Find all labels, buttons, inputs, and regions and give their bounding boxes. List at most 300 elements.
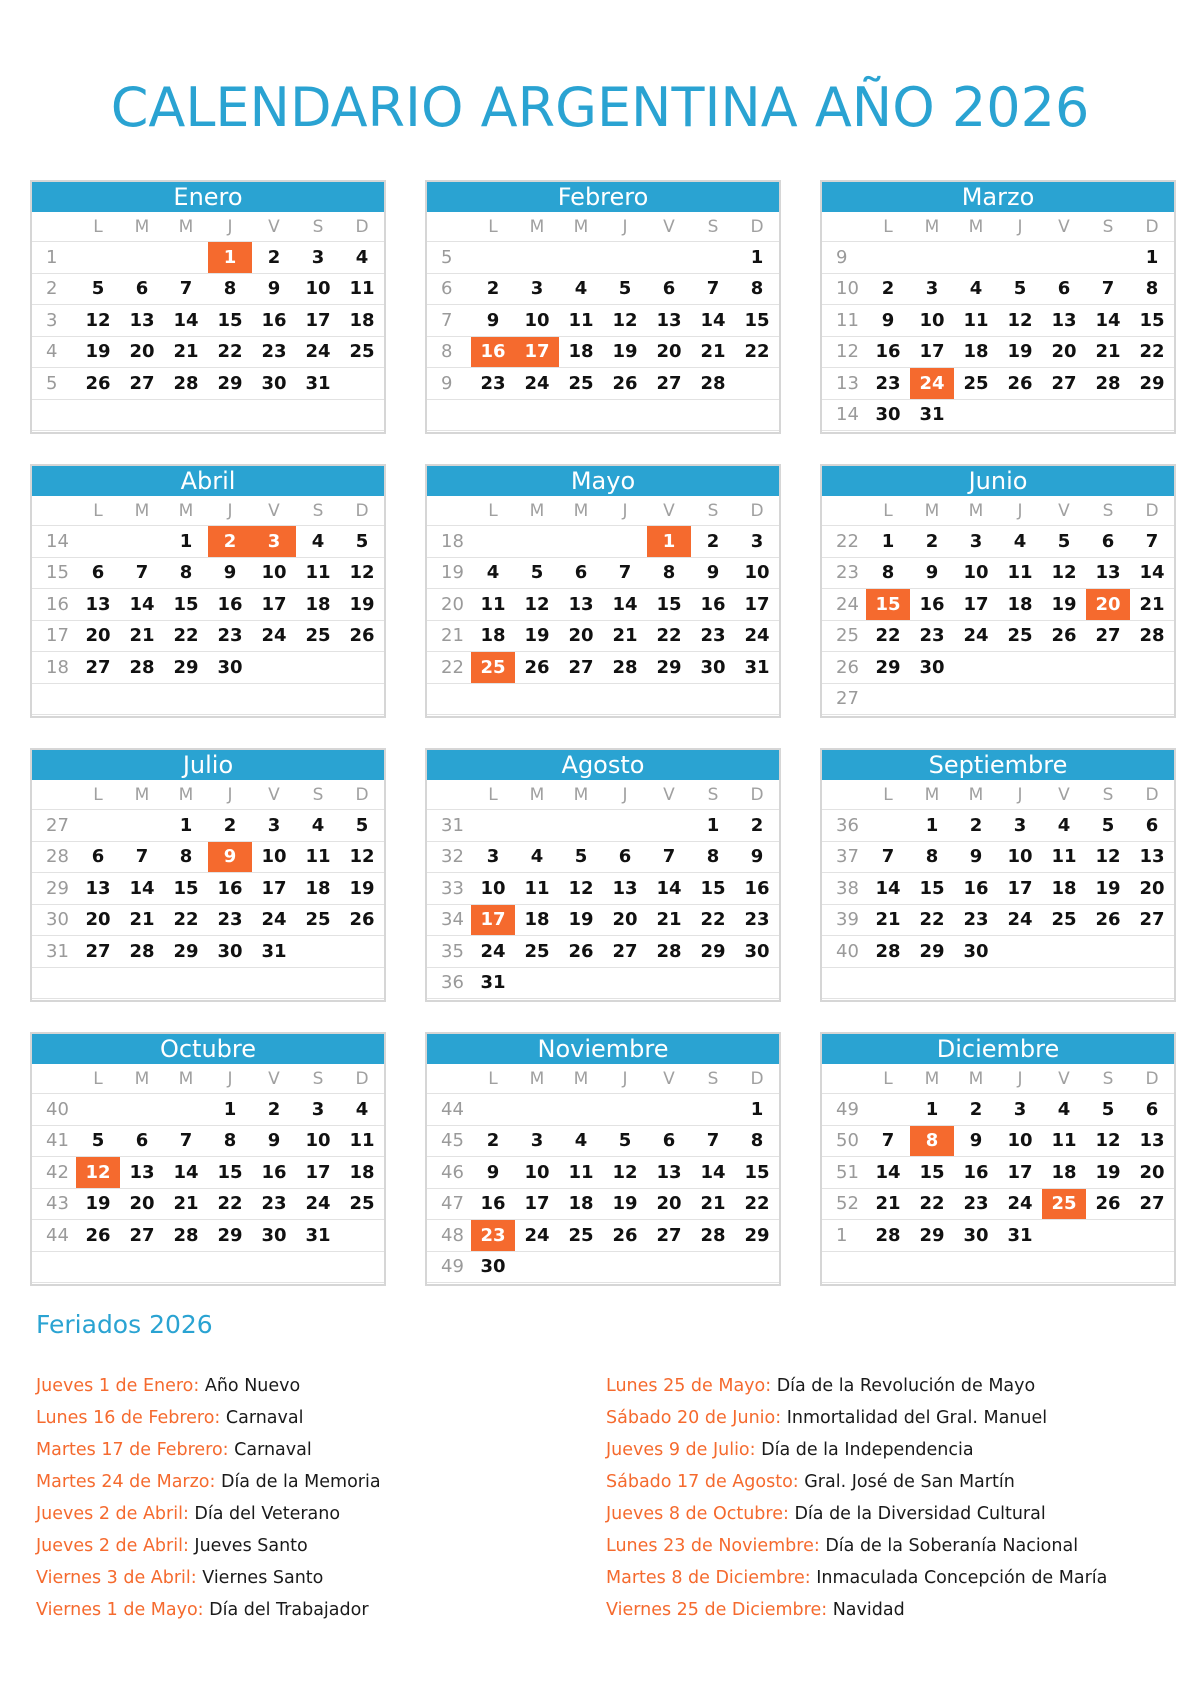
day-cell: 19 <box>85 341 111 363</box>
weekday-label: J <box>227 1068 233 1089</box>
week-number: 42 <box>46 1161 69 1183</box>
day-cell <box>252 1252 296 1283</box>
day-cell <box>340 368 384 399</box>
day-cell: 28 <box>700 1224 726 1246</box>
day-cell: 4 <box>311 530 325 552</box>
day-cell: 22 <box>173 909 199 931</box>
month-diciembre <box>820 1032 1176 1286</box>
day-cell: 20 <box>568 625 594 647</box>
day-cell: 14 <box>173 309 199 331</box>
day-cell: 25 <box>568 1224 594 1246</box>
day-cell: 26 <box>349 909 375 931</box>
day-cell: 21 <box>1139 593 1165 615</box>
day-cell: 1 <box>179 530 193 552</box>
day-cell: 8 <box>925 846 939 868</box>
day-cell: 21 <box>173 341 199 363</box>
week-number-header <box>32 1064 76 1093</box>
day-cell: 17 <box>963 593 989 615</box>
holiday-item <box>36 1402 381 1434</box>
day-cell: 29 <box>875 656 901 678</box>
holiday-day-cell: 24 <box>910 368 954 399</box>
holiday-item <box>36 1562 381 1594</box>
day-cell: 5 <box>91 278 105 300</box>
day-cell: 23 <box>963 1193 989 1215</box>
weekday-header <box>32 212 384 242</box>
week-number: 27 <box>836 688 859 710</box>
day-cell <box>647 400 691 431</box>
day-cell <box>998 1252 1042 1283</box>
day-cell: 15 <box>919 1161 945 1183</box>
day-cell: 1 <box>1145 246 1159 268</box>
day-cell: 23 <box>217 909 243 931</box>
day-cell <box>164 1252 208 1283</box>
month-name: Junio <box>822 466 1174 496</box>
weekday-label: M <box>573 1068 589 1089</box>
weekday-label: L <box>488 500 498 521</box>
week-row <box>427 558 779 590</box>
day-cell <box>954 968 998 999</box>
day-cell: 3 <box>311 246 325 268</box>
holiday-item <box>606 1434 1107 1466</box>
day-cell <box>1130 684 1174 715</box>
day-cell: 16 <box>744 877 770 899</box>
day-cell: 25 <box>524 940 550 962</box>
holiday-item <box>606 1562 1107 1594</box>
day-cell: 12 <box>612 1161 638 1183</box>
month-noviembre <box>425 1032 781 1286</box>
week-number-header <box>822 780 866 809</box>
weekday-label: M <box>134 784 150 805</box>
week-row <box>32 684 384 716</box>
day-cell: 13 <box>1139 846 1165 868</box>
day-cell: 16 <box>919 593 945 615</box>
day-cell: 26 <box>612 372 638 394</box>
weekday-label: D <box>355 784 369 805</box>
day-cell <box>76 526 120 557</box>
day-cell: 25 <box>568 372 594 394</box>
week-row <box>822 368 1174 400</box>
weekday-label: M <box>573 784 589 805</box>
weekday-label: L <box>488 216 498 237</box>
day-cell: 29 <box>173 940 199 962</box>
day-cell <box>954 242 998 273</box>
day-cell <box>910 968 954 999</box>
week-number: 9 <box>836 246 848 268</box>
day-cell: 8 <box>179 846 193 868</box>
day-cell <box>559 1094 603 1125</box>
week-row <box>822 936 1174 968</box>
week-row <box>427 968 779 1000</box>
week-number: 10 <box>836 278 859 300</box>
day-cell: 4 <box>574 278 588 300</box>
weekday-label: M <box>924 784 940 805</box>
day-cell: 25 <box>349 341 375 363</box>
day-cell: 8 <box>223 278 237 300</box>
holiday-day-cell: 15 <box>866 589 910 620</box>
week-number: 24 <box>836 593 859 615</box>
day-cell: 7 <box>618 562 632 584</box>
day-cell: 19 <box>612 341 638 363</box>
day-cell: 24 <box>480 940 506 962</box>
week-number-header <box>822 212 866 241</box>
day-cell <box>647 810 691 841</box>
weekday-label: J <box>622 1068 628 1089</box>
week-row <box>822 905 1174 937</box>
holiday-item <box>36 1434 381 1466</box>
day-cell: 1 <box>706 814 720 836</box>
day-cell: 11 <box>305 562 331 584</box>
week-number: 41 <box>46 1130 69 1152</box>
week-number: 33 <box>441 877 464 899</box>
day-cell <box>603 968 647 999</box>
day-cell <box>866 684 910 715</box>
day-cell <box>559 968 603 999</box>
weekday-label: S <box>312 500 324 521</box>
holidays-list-left <box>36 1370 381 1626</box>
day-cell: 24 <box>305 1193 331 1215</box>
holiday-date: Viernes 3 de Abril: <box>36 1568 203 1588</box>
weekday-label: S <box>707 500 719 521</box>
week-row <box>32 589 384 621</box>
day-cell: 30 <box>217 656 243 678</box>
week-number: 34 <box>441 909 464 931</box>
week-row <box>32 1094 384 1126</box>
day-cell: 12 <box>1095 1130 1121 1152</box>
day-cell <box>647 1094 691 1125</box>
weekday-label: D <box>1145 216 1159 237</box>
day-cell: 9 <box>969 1130 983 1152</box>
week-row <box>822 274 1174 306</box>
week-number: 26 <box>836 656 859 678</box>
day-cell: 28 <box>1095 372 1121 394</box>
holiday-item <box>606 1466 1107 1498</box>
day-cell: 7 <box>1101 278 1115 300</box>
week-number: 8 <box>441 341 453 363</box>
weekday-label: M <box>573 500 589 521</box>
weekday-label: M <box>573 216 589 237</box>
week-row <box>427 905 779 937</box>
day-cell: 9 <box>969 846 983 868</box>
weekday-label: J <box>622 216 628 237</box>
day-cell: 15 <box>700 877 726 899</box>
day-cell: 4 <box>530 846 544 868</box>
day-cell <box>515 810 559 841</box>
day-cell <box>735 368 779 399</box>
day-cell: 14 <box>129 877 155 899</box>
weekday-header <box>32 1064 384 1094</box>
day-cell: 27 <box>85 656 111 678</box>
month-name: Marzo <box>822 182 1174 212</box>
day-cell: 17 <box>1007 1161 1033 1183</box>
day-cell: 11 <box>568 309 594 331</box>
week-number: 50 <box>836 1130 859 1152</box>
day-cell <box>1130 936 1174 967</box>
day-cell: 22 <box>656 625 682 647</box>
day-cell: 23 <box>217 625 243 647</box>
day-cell: 10 <box>261 562 287 584</box>
week-number-header <box>822 1064 866 1093</box>
day-cell <box>471 526 515 557</box>
day-cell: 7 <box>662 846 676 868</box>
week-row <box>822 1252 1174 1284</box>
day-cell: 28 <box>129 656 155 678</box>
weekday-label: V <box>268 784 280 805</box>
day-cell <box>559 242 603 273</box>
day-cell: 14 <box>1139 562 1165 584</box>
day-cell: 5 <box>1057 530 1071 552</box>
weekday-label: L <box>488 784 498 805</box>
day-cell <box>340 1252 384 1283</box>
weekday-label: J <box>1017 216 1023 237</box>
holiday-date: Viernes 1 de Mayo: <box>36 1600 210 1620</box>
day-cell: 10 <box>305 1130 331 1152</box>
weekday-label: M <box>134 1068 150 1089</box>
week-number: 36 <box>441 972 464 994</box>
day-cell: 31 <box>305 1224 331 1246</box>
day-cell <box>866 968 910 999</box>
day-cell: 8 <box>706 846 720 868</box>
holiday-date: Martes 8 de Diciembre: <box>606 1568 817 1588</box>
day-cell <box>1130 1220 1174 1251</box>
week-number: 25 <box>836 625 859 647</box>
day-cell <box>76 684 120 715</box>
holiday-name: Día de la Memoria <box>220 1472 381 1492</box>
day-cell <box>471 400 515 431</box>
week-row <box>822 1189 1174 1221</box>
day-cell: 24 <box>305 341 331 363</box>
day-cell <box>647 1252 691 1283</box>
day-cell <box>296 968 340 999</box>
day-cell: 15 <box>919 877 945 899</box>
day-cell <box>866 810 910 841</box>
holiday-date: Jueves 9 de Julio: <box>606 1440 762 1460</box>
holiday-date: Jueves 8 de Octubre: <box>606 1504 795 1524</box>
day-cell: 6 <box>135 1130 149 1152</box>
day-cell <box>1086 1220 1130 1251</box>
day-cell: 2 <box>267 246 281 268</box>
weekday-label: V <box>663 1068 675 1089</box>
page-title: CALENDARIO ARGENTINA AÑO 2026 <box>110 76 1090 139</box>
weekday-label: S <box>312 216 324 237</box>
day-cell <box>559 526 603 557</box>
day-cell <box>120 400 164 431</box>
day-cell: 6 <box>1101 530 1115 552</box>
week-row <box>427 368 779 400</box>
week-number: 11 <box>836 309 859 331</box>
day-cell: 11 <box>524 877 550 899</box>
day-cell <box>954 400 998 431</box>
holidays-list-right <box>606 1370 1107 1626</box>
day-cell: 18 <box>1051 877 1077 899</box>
day-cell: 27 <box>1095 625 1121 647</box>
week-row <box>427 842 779 874</box>
weekday-label: D <box>1145 500 1159 521</box>
weekday-label: M <box>529 500 545 521</box>
day-cell <box>515 1094 559 1125</box>
day-cell: 31 <box>744 656 770 678</box>
day-cell: 15 <box>656 593 682 615</box>
weekday-label: M <box>924 500 940 521</box>
month-name: Mayo <box>427 466 779 496</box>
day-cell: 1 <box>881 530 895 552</box>
day-cell: 22 <box>217 341 243 363</box>
weekday-label: V <box>663 216 675 237</box>
day-cell: 6 <box>574 562 588 584</box>
day-cell: 17 <box>1007 877 1033 899</box>
day-cell: 14 <box>173 1161 199 1183</box>
weekday-label: S <box>1102 1068 1114 1089</box>
day-cell: 26 <box>1051 625 1077 647</box>
day-cell: 1 <box>925 814 939 836</box>
week-number <box>822 1252 866 1283</box>
day-cell <box>120 810 164 841</box>
week-number: 5 <box>46 372 58 394</box>
day-cell <box>252 652 296 683</box>
weekday-label: L <box>883 784 893 805</box>
day-cell: 12 <box>85 309 111 331</box>
month-name: Abril <box>32 466 384 496</box>
day-cell: 5 <box>530 562 544 584</box>
week-number: 23 <box>836 562 859 584</box>
day-cell: 10 <box>1007 846 1033 868</box>
day-cell: 3 <box>1013 814 1027 836</box>
week-number: 22 <box>441 656 464 678</box>
week-number: 32 <box>441 846 464 868</box>
week-number: 2 <box>46 278 58 300</box>
day-cell: 11 <box>963 309 989 331</box>
day-cell: 30 <box>261 372 287 394</box>
day-cell <box>515 242 559 273</box>
day-cell <box>603 1094 647 1125</box>
day-cell: 12 <box>349 846 375 868</box>
day-cell: 13 <box>656 1161 682 1183</box>
week-number: 18 <box>441 530 464 552</box>
week-number: 1 <box>46 246 58 268</box>
day-cell <box>164 242 208 273</box>
day-cell: 19 <box>1095 877 1121 899</box>
day-cell <box>471 684 515 715</box>
day-cell: 20 <box>656 1193 682 1215</box>
day-cell <box>1086 684 1130 715</box>
day-cell: 9 <box>881 309 895 331</box>
day-cell <box>340 1220 384 1251</box>
weekday-label: L <box>93 216 103 237</box>
day-cell <box>164 968 208 999</box>
day-cell: 8 <box>179 562 193 584</box>
week-row <box>427 1126 779 1158</box>
day-cell: 1 <box>750 1098 764 1120</box>
day-cell <box>559 1252 603 1283</box>
month-name: Octubre <box>32 1034 384 1064</box>
day-cell: 9 <box>706 562 720 584</box>
day-cell: 28 <box>612 656 638 678</box>
holiday-date: Jueves 2 de Abril: <box>36 1536 195 1556</box>
day-cell: 2 <box>267 1098 281 1120</box>
day-cell: 5 <box>574 846 588 868</box>
week-number-header <box>32 212 76 241</box>
holiday-date: Martes 17 de Febrero: <box>36 1440 235 1460</box>
day-cell <box>515 400 559 431</box>
day-cell: 20 <box>612 909 638 931</box>
day-cell <box>1042 1220 1086 1251</box>
day-cell: 13 <box>129 1161 155 1183</box>
day-cell: 19 <box>85 1193 111 1215</box>
day-cell: 4 <box>1013 530 1027 552</box>
day-cell: 2 <box>486 278 500 300</box>
day-cell: 14 <box>875 1161 901 1183</box>
day-cell <box>1086 652 1130 683</box>
weekday-header <box>822 1064 1174 1094</box>
week-row <box>822 684 1174 716</box>
weekday-header <box>32 496 384 526</box>
holiday-item <box>606 1530 1107 1562</box>
weekday-label: V <box>1058 500 1070 521</box>
weekday-label: V <box>663 500 675 521</box>
day-cell <box>471 810 515 841</box>
day-cell <box>866 242 910 273</box>
day-cell: 9 <box>267 278 281 300</box>
day-cell: 24 <box>744 625 770 647</box>
month-julio <box>30 748 386 1002</box>
week-number: 40 <box>836 940 859 962</box>
day-cell: 31 <box>305 372 331 394</box>
week-number: 44 <box>441 1098 464 1120</box>
week-number: 15 <box>46 562 69 584</box>
day-cell <box>866 1094 910 1125</box>
day-cell: 23 <box>875 372 901 394</box>
day-cell: 31 <box>261 940 287 962</box>
day-cell <box>998 652 1042 683</box>
day-cell: 4 <box>574 1130 588 1152</box>
day-cell: 22 <box>217 1193 243 1215</box>
day-cell: 23 <box>963 909 989 931</box>
week-number: 49 <box>836 1098 859 1120</box>
day-cell <box>120 684 164 715</box>
day-cell: 21 <box>700 1193 726 1215</box>
day-cell <box>340 684 384 715</box>
month-abril <box>30 464 386 718</box>
week-number-header <box>427 1064 471 1093</box>
day-cell: 23 <box>744 909 770 931</box>
weekday-label: V <box>663 784 675 805</box>
week-row <box>822 810 1174 842</box>
day-cell <box>1042 242 1086 273</box>
day-cell: 18 <box>524 909 550 931</box>
weekday-label: M <box>178 216 194 237</box>
holiday-item <box>36 1498 381 1530</box>
day-cell: 7 <box>706 278 720 300</box>
day-cell: 21 <box>1095 341 1121 363</box>
week-row <box>32 1126 384 1158</box>
week-number: 1 <box>836 1224 848 1246</box>
day-cell: 4 <box>1057 1098 1071 1120</box>
week-number: 6 <box>441 278 453 300</box>
day-cell: 3 <box>530 1130 544 1152</box>
day-cell: 15 <box>217 1161 243 1183</box>
weekday-label: V <box>1058 1068 1070 1089</box>
day-cell: 26 <box>349 625 375 647</box>
day-cell: 4 <box>355 1098 369 1120</box>
day-cell <box>910 1252 954 1283</box>
day-cell: 18 <box>1007 593 1033 615</box>
weekday-label: L <box>883 1068 893 1089</box>
day-cell <box>164 400 208 431</box>
weekday-label: J <box>1017 500 1023 521</box>
weekday-label: M <box>968 500 984 521</box>
day-cell: 15 <box>744 309 770 331</box>
day-cell: 6 <box>618 846 632 868</box>
week-number: 9 <box>441 372 453 394</box>
